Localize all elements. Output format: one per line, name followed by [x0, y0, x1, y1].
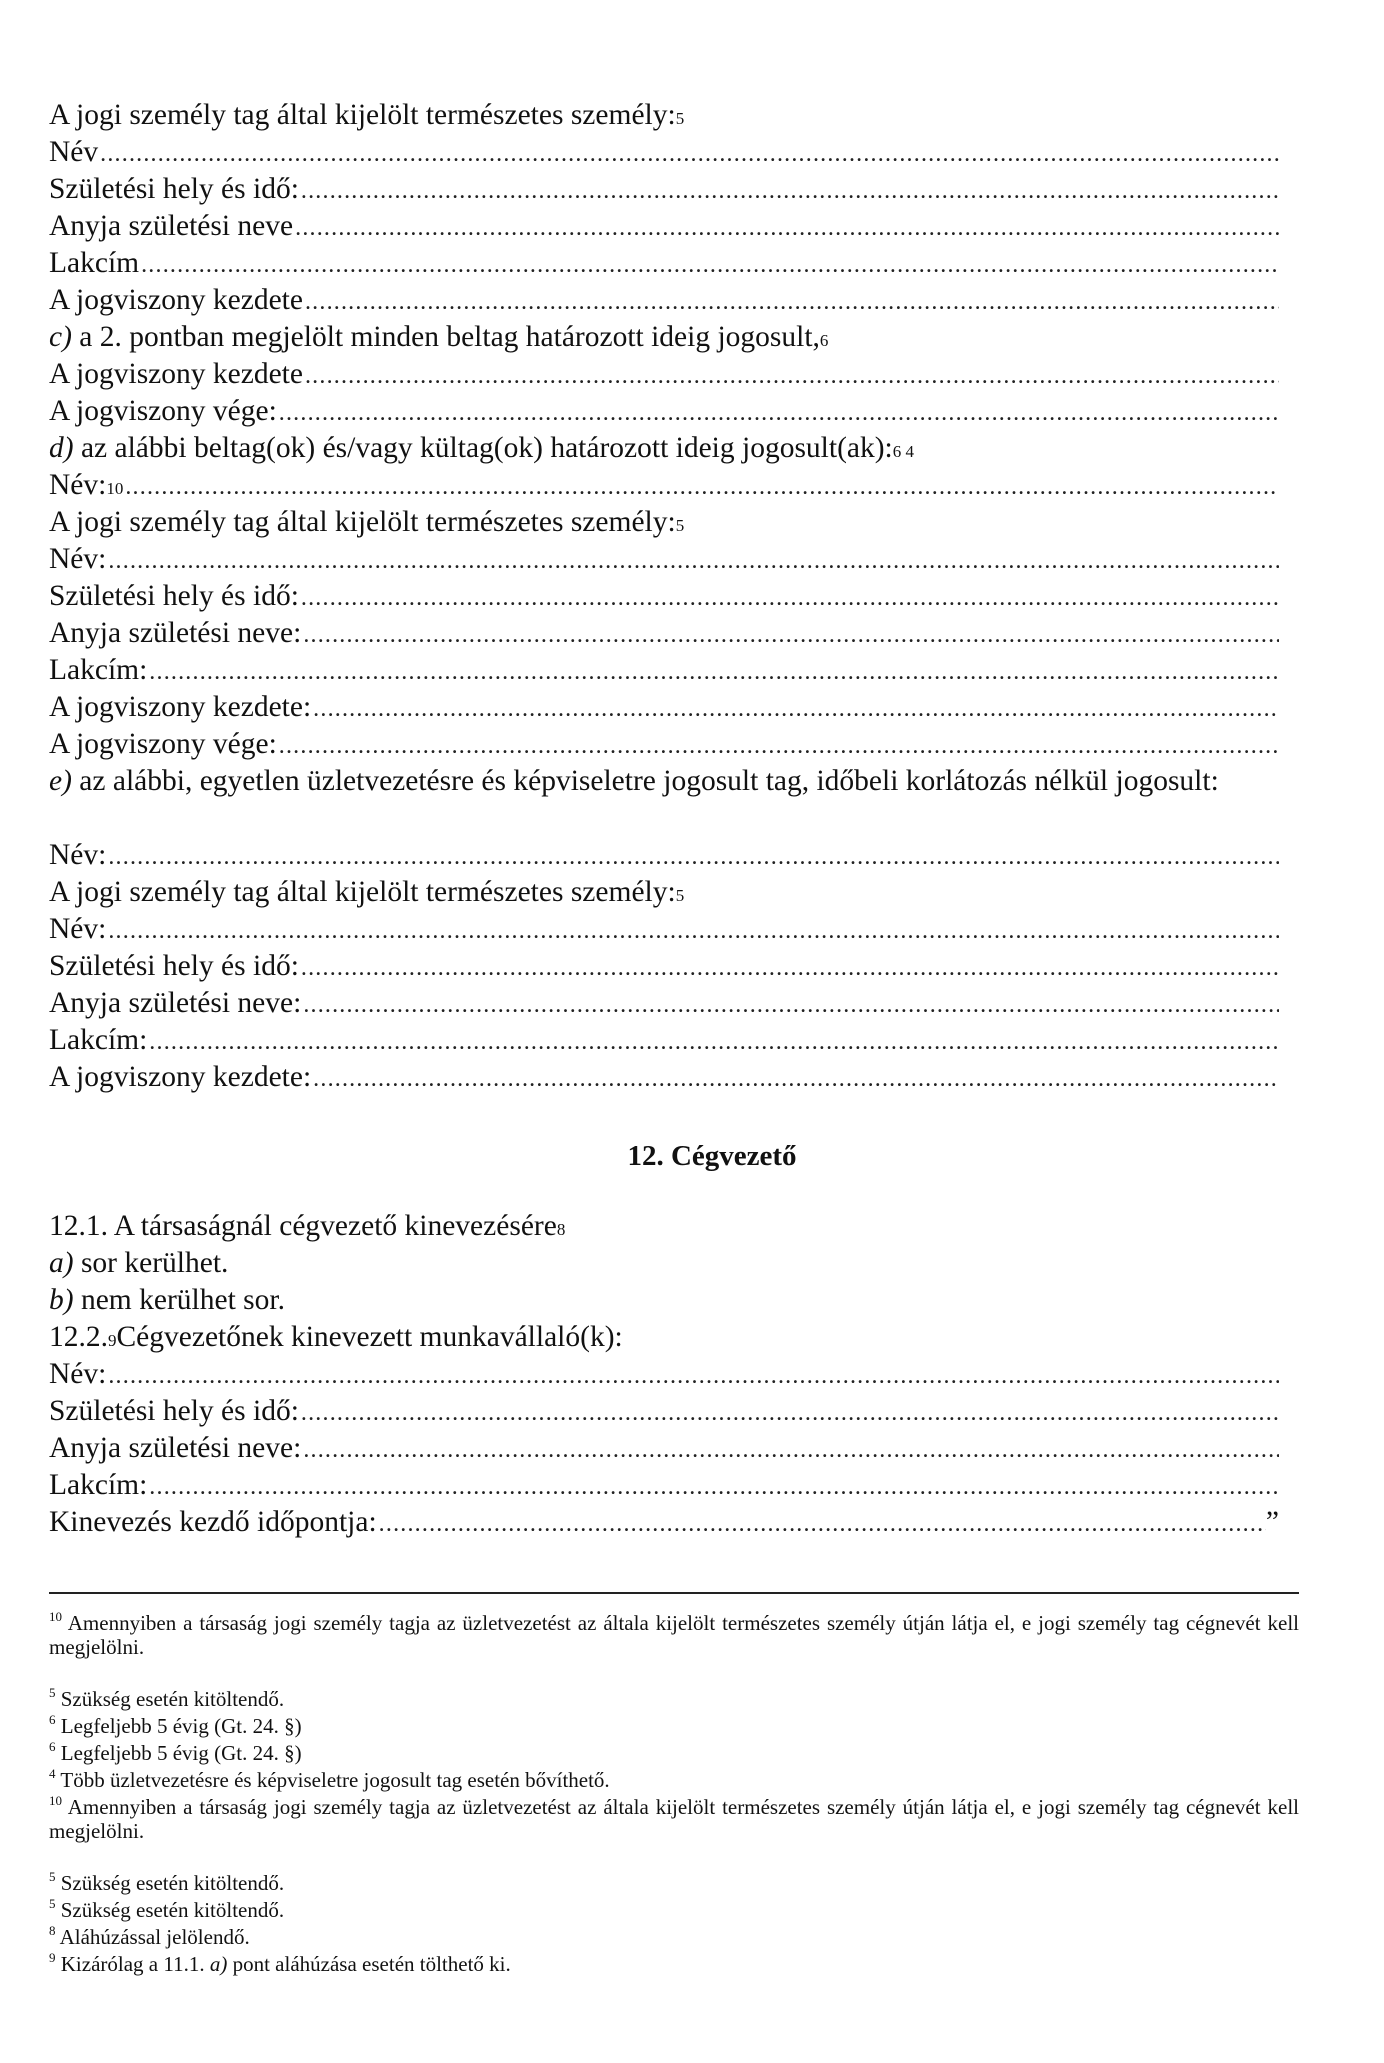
body-line: Név: .....: [49, 542, 1279, 578]
body-line: Név: 10 .....: [49, 468, 1279, 504]
body-line: b) nem kerülhet sor.: [49, 1284, 285, 1316]
body-line: Név .....: [49, 135, 1279, 171]
section-heading: 12. Cégvezető: [627, 1140, 797, 1172]
body-line: d) az alábbi beltag(ok) és/vagy kültag(ok) határozott ideig jogosult(ak): 6 4: [49, 432, 915, 464]
body-line: Lakcím: .....: [49, 1023, 1279, 1059]
body-line: 12.2. 9 Cégvezetőnek kinevezett munkavállaló(k):: [49, 1321, 623, 1353]
footnote-rule: [49, 1592, 1299, 1594]
body-line: Lakcím: .....: [49, 653, 1279, 689]
body-line: Anyja születési neve: .....: [49, 1431, 1279, 1467]
footnote: $^5$ Szükség esetén kitöltendő.: [49, 1869, 285, 1895]
body-line: Születési hely és idő: .....: [49, 1394, 1279, 1430]
body-line: a) sor kerülhet.: [49, 1247, 229, 1279]
body-line: A jogviszony kezdete .....: [49, 283, 1279, 319]
footnote: $^{10}$ Amennyiben a társaság jogi személy tagja az üzletvezetést az általa kijelölt természetes személy útján látja el, e jogi személy tag cégnevét kell megjelölni.: [49, 1609, 1299, 1659]
footnote: $^9$ Kizárólag a 11.1. a) pont aláhúzása esetén tölthető ki.: [49, 1950, 511, 1976]
footnote: $^8$ Aláhúzással jelölendő.: [49, 1923, 250, 1949]
body-line: Név: .....: [49, 912, 1279, 948]
footnote: $^5$ Szükség esetén kitöltendő.: [49, 1685, 285, 1711]
footnote: $^6$ Legfeljebb 5 évig (Gt. 24. §): [49, 1712, 302, 1738]
body-line: Születési hely és idő: .....: [49, 172, 1279, 208]
body-line: Anyja születési neve .....: [49, 209, 1279, 245]
footnote: $^4$ Több üzletvezetésre és képviseletre jogosult tag esetén bővíthető.: [49, 1766, 610, 1792]
body-line: c) a 2. pontban megjelölt minden beltag határozott ideig jogosult, 6: [49, 321, 829, 353]
body-line: A jogviszony kezdete: .....: [49, 690, 1279, 726]
body-line: A jogi személy tag által kijelölt természetes személy: 5: [49, 506, 685, 538]
body-line: A jogviszony kezdete: .....: [49, 1060, 1279, 1096]
body-line: Anyja születési neve: .....: [49, 986, 1279, 1022]
body-line: A jogviszony kezdete .....: [49, 357, 1279, 393]
body-line: Lakcím .....: [49, 246, 1279, 282]
body-line: Kinevezés kezdő időpontja: ..... ”: [49, 1505, 1279, 1541]
body-line: Név: .....: [49, 838, 1279, 874]
footnote: $^{10}$ Amennyiben a társaság jogi személy tagja az üzletvezetést az általa kijelölt természetes személy útján látja el, e jogi személy tag cégnevét kell megjelölni.: [49, 1793, 1299, 1843]
body-line: A jogviszony vége: .....: [49, 394, 1279, 430]
body-line: Név: .....: [49, 1357, 1279, 1393]
body-line: 12.1. A társaságnál cégvezető kinevezésére 8: [49, 1210, 566, 1242]
body-line: A jogi személy tag által kijelölt természetes személy: 5: [49, 99, 685, 131]
footnote: $^6$ Legfeljebb 5 évig (Gt. 24. §): [49, 1739, 302, 1765]
body-line: A jogi személy tag által kijelölt természetes személy: 5: [49, 876, 685, 908]
body-line: Születési hely és idő: .....: [49, 949, 1279, 985]
body-line: A jogviszony vége: .....: [49, 727, 1279, 763]
body-line: Anyja születési neve: .....: [49, 616, 1279, 652]
body-line: Születési hely és idő: .....: [49, 579, 1279, 615]
body-line: Lakcím: .....: [49, 1468, 1279, 1504]
footnote: $^5$ Szükség esetén kitöltendő.: [49, 1896, 285, 1922]
item-e-paragraph: e) az alábbi, egyetlen üzletvezetésre és képviseletre jogosult tag, időbeli korlátozás nélkül jogosult:: [49, 765, 1219, 797]
